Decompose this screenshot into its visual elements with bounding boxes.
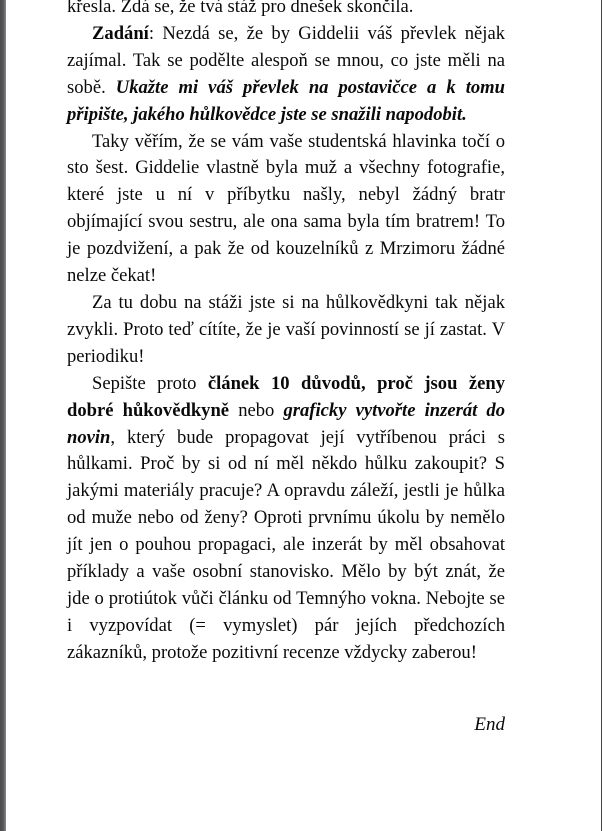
text-segment-regular: : Nezdá se, že by Giddelii váš převlek nějak zajímal. Tak se podělte alespoň se mnou, co jste měli na sobě. [67,22,505,98]
text-segment-regular: Taky věřím, že se vám vaše studentská hlavinka točí o sto šest. Giddelie vlastně byla muž a všechny fotografie, které jste u ní v příbytku našly, nebyl žádný bratr objímající svou sestru, ale ona sama byla tím bratrem! To je pozdvižení, a pak že od kouzelníků z Mrzimoru žádné nelze čekat! [67,130,505,287]
window-edge-bar [0,0,6,831]
paragraph [67,290,505,371]
paragraph [67,0,505,21]
page-right-border-line [601,0,602,831]
text-segment-bold: Zadání [92,22,149,44]
document-text [67,0,505,667]
text-segment-regular: Za tu dobu na stáži jste si na hůlkovědkyni tak nějak zvykli. Proto teď cítíte, že je vaší povinností se jí zastat. V periodiku! [67,291,505,367]
paragraph [67,129,505,290]
text-segment-bold-italic: Ukažte mi váš převlek na postavičce a k tomu připište, jakého hůlkovědce jste se snažili napodobit. [67,76,505,125]
text-segment-regular: , který bude propagovat její vytříbenou práci s hůlkami. Proč by si od ní měl někdo hůlku zakoupit? S jakými materiály pracuje? A opravdu záleží, jestli je hůlka od muže nebo od ženy? Oproti prvnímu úkolu by nemělo jít jen o pouhou propagaci, ale inzerát by měl obsahovat příklady a vaše osobní stanovisko. Mělo by být znát, že jde o protiútok vůči článku od Temnýho vokna. Nebojte se i vyzpovídat (= vymyslet) pár jejích předchozích zákazníků, protože pozitivní recenze vždycky zaberou! [67,426,505,663]
paragraph [67,371,505,667]
text-segment-bold-italic: graficky vytvořte inzerát do novin [67,399,505,448]
text-segment-regular: Sepište proto [92,372,208,394]
end-label: End [474,713,505,735]
text-segment-regular: nebo [229,399,284,421]
text-segment-regular: křesla. Zdá se, že tvá stáž pro dnešek skončila. [67,0,414,17]
paragraph [67,21,505,129]
text-segment-bold: článek 10 důvodů, proč jsou ženy dobré hůkovědkyně [67,372,506,421]
document-content [67,0,505,737]
